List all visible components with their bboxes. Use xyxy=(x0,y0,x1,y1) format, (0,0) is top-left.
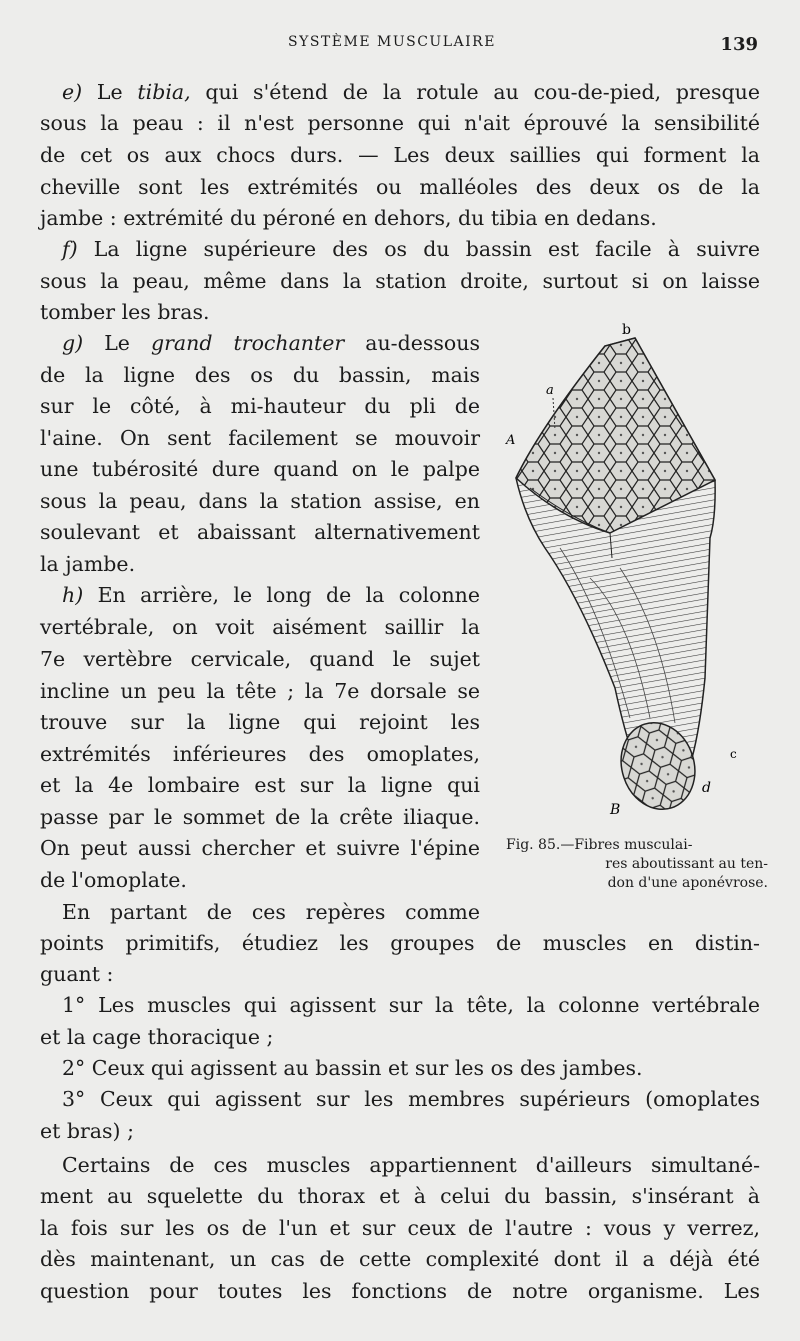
text: au-dessous xyxy=(365,331,480,355)
word: Le xyxy=(104,331,130,355)
item-label-f: f) xyxy=(62,237,78,261)
figure-letter-a: a xyxy=(546,383,554,398)
text-line: Certains de ces muscles appartiennent d'ailleurs simultané- xyxy=(62,1153,760,1177)
text-line xyxy=(62,580,480,611)
page-number: 139 xyxy=(720,34,758,55)
figure-letter-A: A xyxy=(506,433,516,448)
text-line: de la ligne des os du bassin, mais xyxy=(40,363,480,387)
figure-caption xyxy=(506,836,768,893)
text-line: soulevant et abaissant alternativement xyxy=(40,520,480,544)
item-label-h: h) xyxy=(62,583,84,607)
text-line: trouve sur la ligne qui rejoint les xyxy=(40,710,480,734)
text-line xyxy=(62,234,760,265)
figure-letter-d: d xyxy=(702,780,711,796)
text-line xyxy=(62,328,480,359)
text-line: de cet os aux chocs durs. — Les deux saillies qui forment la xyxy=(40,143,760,167)
text-line: incline un peu la tête ; la 7e dorsale se xyxy=(40,679,480,703)
text-line: On peut aussi chercher et suivre l'épine xyxy=(40,836,480,860)
term: tibia, xyxy=(137,80,191,104)
text-line: passe par le sommet de la crête iliaque. xyxy=(40,805,480,829)
text-line: une tubérosité dure quand on le palpe xyxy=(40,457,480,481)
text-line: et la 4e lombaire est sur la ligne qui xyxy=(40,773,480,797)
list-item-continuation: et bras) ; xyxy=(40,1119,134,1143)
page-header xyxy=(0,34,800,64)
text-line: sur le côté, à mi-hauteur du pli de xyxy=(40,394,480,418)
caption-line: res aboutissant au ten- xyxy=(605,856,768,872)
text-line xyxy=(62,77,760,108)
list-item-continuation: et la cage thoracique ; xyxy=(40,1025,274,1049)
text-line: sous la peau, dans la station assise, en xyxy=(40,489,480,513)
caption-line: Fig. 85.—Fibres musculai- xyxy=(506,837,693,853)
list-item: 2° Ceux qui agissent au bassin et sur les os des jambes. xyxy=(62,1056,643,1080)
text-line: 7e vertèbre cervicale, quand le sujet xyxy=(40,647,480,671)
muscle-fibres-illustration xyxy=(500,318,770,838)
text-line: tomber les bras. xyxy=(40,300,210,324)
text-line: points primitifs, étudiez les groupes de muscles en distin- xyxy=(40,931,760,955)
text-line: sous la peau : il n'est personne qui n'ait éprouvé la sensibilité xyxy=(40,111,760,135)
text-line: cheville sont les extrémités ou malléoles des deux os de la xyxy=(40,175,760,199)
figure-letter-B: B xyxy=(610,802,621,818)
text-line: ment au squelette du thorax et à celui du bassin, s'insérant à xyxy=(40,1184,760,1208)
text-line: guant : xyxy=(40,962,114,986)
running-head: SYSTÈME MUSCULAIRE xyxy=(288,34,496,50)
text-line: sous la peau, même dans la station droite, surtout si on laisse xyxy=(40,269,760,293)
item-label-e: e) xyxy=(62,80,83,104)
text-line: la jambe. xyxy=(40,552,136,576)
caption-line: don d'une aponévrose. xyxy=(607,875,768,891)
text-line: question pour toutes les fonctions de notre organisme. Les xyxy=(40,1279,760,1303)
word: Le xyxy=(96,80,123,104)
text: En arrière, le long de la colonne xyxy=(97,583,480,607)
term: grand trochanter xyxy=(151,331,345,355)
text-line: dès maintenant, un cas de cette complexité dont il a déjà été xyxy=(40,1247,760,1271)
figure-letter-c: c xyxy=(730,747,737,761)
text-line: En partant de ces repères comme xyxy=(62,900,480,924)
text-line: de l'omoplate. xyxy=(40,868,187,892)
list-item: 3° Ceux qui agissent sur les membres supérieurs (omoplates xyxy=(62,1087,760,1111)
text: La ligne supérieure des os du bassin est facile à suivre xyxy=(93,237,760,261)
text: qui s'étend de la rotule au cou-de-pied, presque xyxy=(205,80,760,104)
text-line: l'aine. On sent facilement se mouvoir xyxy=(40,426,480,450)
text-line: la fois sur les os de l'un et sur ceux de l'autre : vous y verrez, xyxy=(40,1216,760,1240)
text-line: extrémités inférieures des omoplates, xyxy=(40,742,480,766)
muscle-bundle xyxy=(516,338,715,819)
list-item: 1° Les muscles qui agissent sur la tête, la colonne vertébrale xyxy=(62,993,760,1017)
text-line: jambe : extrémité du péroné en dehors, du tibia en dedans. xyxy=(40,206,657,230)
text-line: vertébrale, on voit aisément saillir la xyxy=(40,615,480,639)
figure-letter-b: b xyxy=(622,322,631,338)
item-label-g: g) xyxy=(62,331,84,355)
